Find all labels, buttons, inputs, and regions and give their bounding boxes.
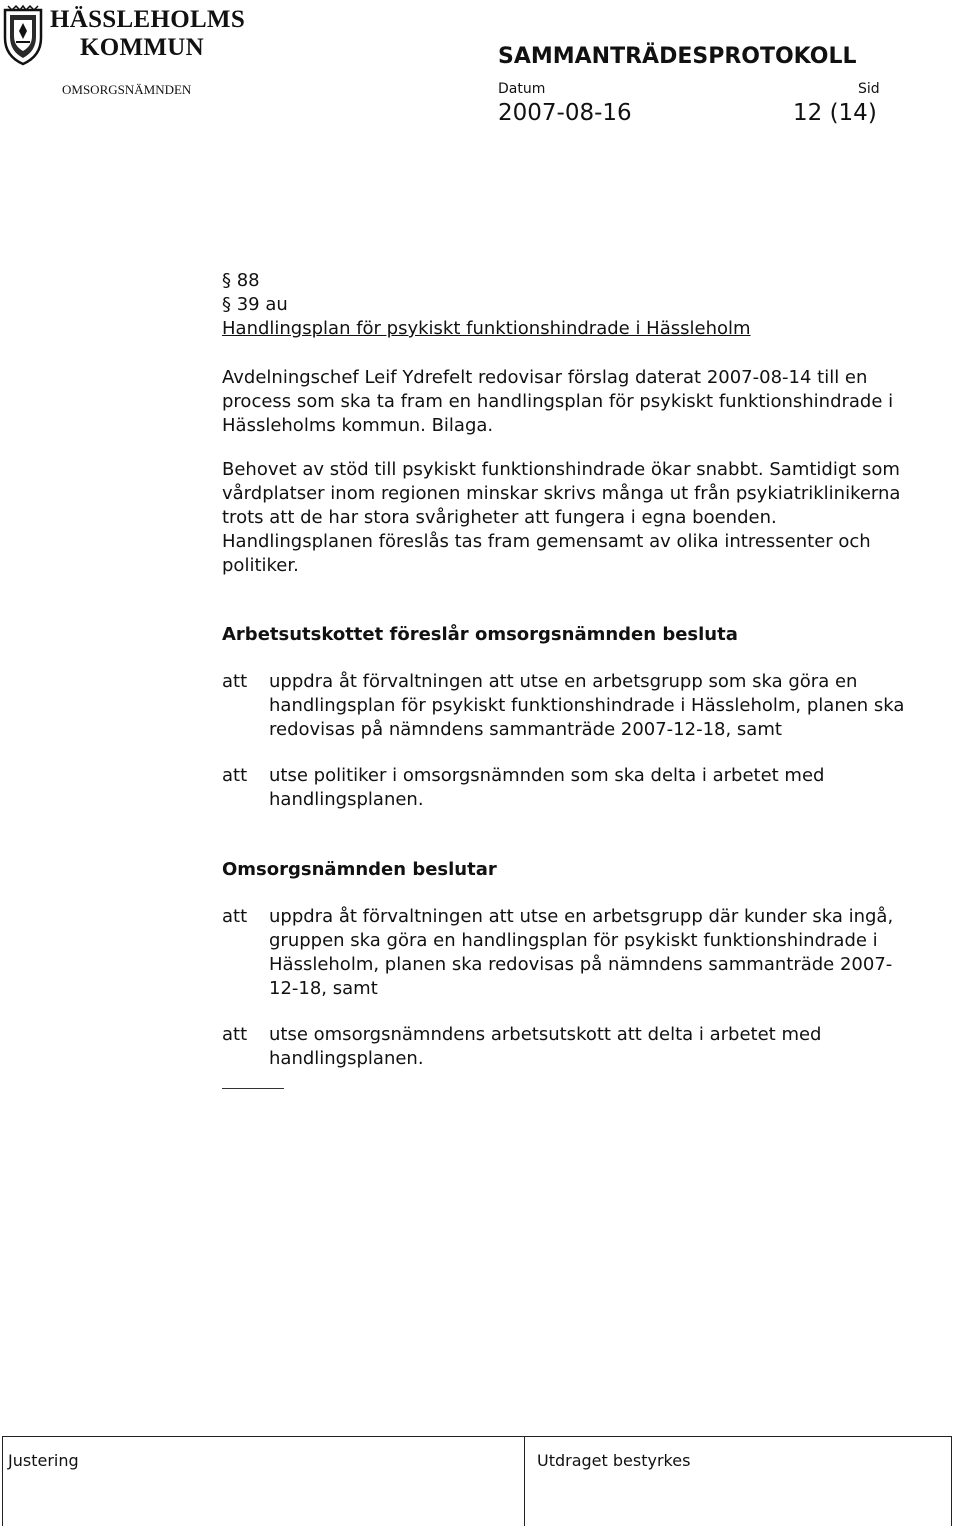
document-title: SAMMANTRÄDESPROTOKOLL <box>498 44 857 69</box>
end-rule <box>222 1088 284 1089</box>
proposal-point-line: handlingsplanen. <box>269 789 424 810</box>
background-line: vårdplatser inom regionen minskar skrivs många ut från psykiatriklinikerna <box>222 483 901 504</box>
decision-point-line: uppdra åt förvaltningen att utse en arbetsgrupp där kunder ska ingå, <box>269 906 894 927</box>
utdrag-label: Utdraget bestyrkes <box>537 1451 691 1470</box>
decision-att-prefix: att <box>222 906 248 927</box>
decision-point-line: utse omsorgsnämndens arbetsutskott att delta i arbetet med <box>269 1024 822 1045</box>
decision-att-prefix: att <box>222 1024 248 1045</box>
page-label: Sid <box>858 81 880 97</box>
department-name: OMSORGSNÄMNDEN <box>62 82 192 97</box>
footer-divider <box>951 1436 952 1526</box>
proposal-heading: Arbetsutskottet föreslår omsorgsnämnden besluta <box>222 624 738 645</box>
intro-line: Hässleholms kommun. Bilaga. <box>222 415 494 436</box>
justering-label: Justering <box>8 1451 79 1470</box>
meeting-date: 2007-08-16 <box>498 100 632 126</box>
proposal-point-line: handlingsplan för psykiskt funktionshindrade i Hässleholm, planen ska <box>269 695 905 716</box>
proposal-point-line: uppdra åt förvaltningen att utse en arbetsgrupp som ska göra en <box>269 671 858 692</box>
intro-line: process som ska ta fram en handlingsplan för psykiskt funktionshindrade i <box>222 391 894 412</box>
decision-point-line: handlingsplanen. <box>269 1048 424 1069</box>
intro-line: Avdelningschef Leif Ydrefelt redovisar förslag daterat 2007-08-14 till en <box>222 367 868 388</box>
proposal-att-prefix: att <box>222 671 248 692</box>
proposal-point <box>269 670 904 742</box>
proposal-point <box>269 764 824 812</box>
committee-reference: § 39 au <box>222 294 288 315</box>
decision-point <box>269 1023 821 1071</box>
page-number: 12 (14) <box>793 100 877 126</box>
proposal-att-prefix: att <box>222 765 248 786</box>
background-line: trots att de har stora svårigheter att fungera i egna boenden. <box>222 507 777 528</box>
background-line: politiker. <box>222 555 299 576</box>
footer-divider <box>524 1436 525 1526</box>
item-title: Handlingsplan för psykiskt funktionshindrade i Hässleholm <box>222 318 751 339</box>
decision-point-line: Hässleholm, planen ska redovisas på nämndens sammanträde 2007- <box>269 954 893 975</box>
org-name-line2: KOMMUN <box>80 34 204 61</box>
background-paragraph <box>222 458 960 578</box>
decision-point <box>269 905 893 1001</box>
decision-heading: Omsorgsnämnden beslutar <box>222 859 497 880</box>
paragraph-number: § 88 <box>222 270 260 291</box>
org-name-line1: HÄSSLEHOLMS <box>50 6 246 33</box>
background-line: Behovet av stöd till psykiskt funktionshindrade ökar snabbt. Samtidigt som <box>222 459 900 480</box>
intro-paragraph <box>222 366 960 438</box>
proposal-point-line: redovisas på nämndens sammanträde 2007-12-18, samt <box>269 719 782 740</box>
footer-divider <box>2 1436 3 1526</box>
coat-of-arms-icon <box>2 4 44 66</box>
footer-rule <box>2 1436 952 1437</box>
background-line: Handlingsplanen föreslås tas fram gemensamt av olika intressenter och <box>222 531 871 552</box>
proposal-point-line: utse politiker i omsorgsnämnden som ska delta i arbetet med <box>269 765 825 786</box>
date-label: Datum <box>498 81 546 97</box>
decision-point-line: 12-18, samt <box>269 978 378 999</box>
decision-point-line: gruppen ska göra en handlingsplan för psykiskt funktionshindrade i <box>269 930 878 951</box>
